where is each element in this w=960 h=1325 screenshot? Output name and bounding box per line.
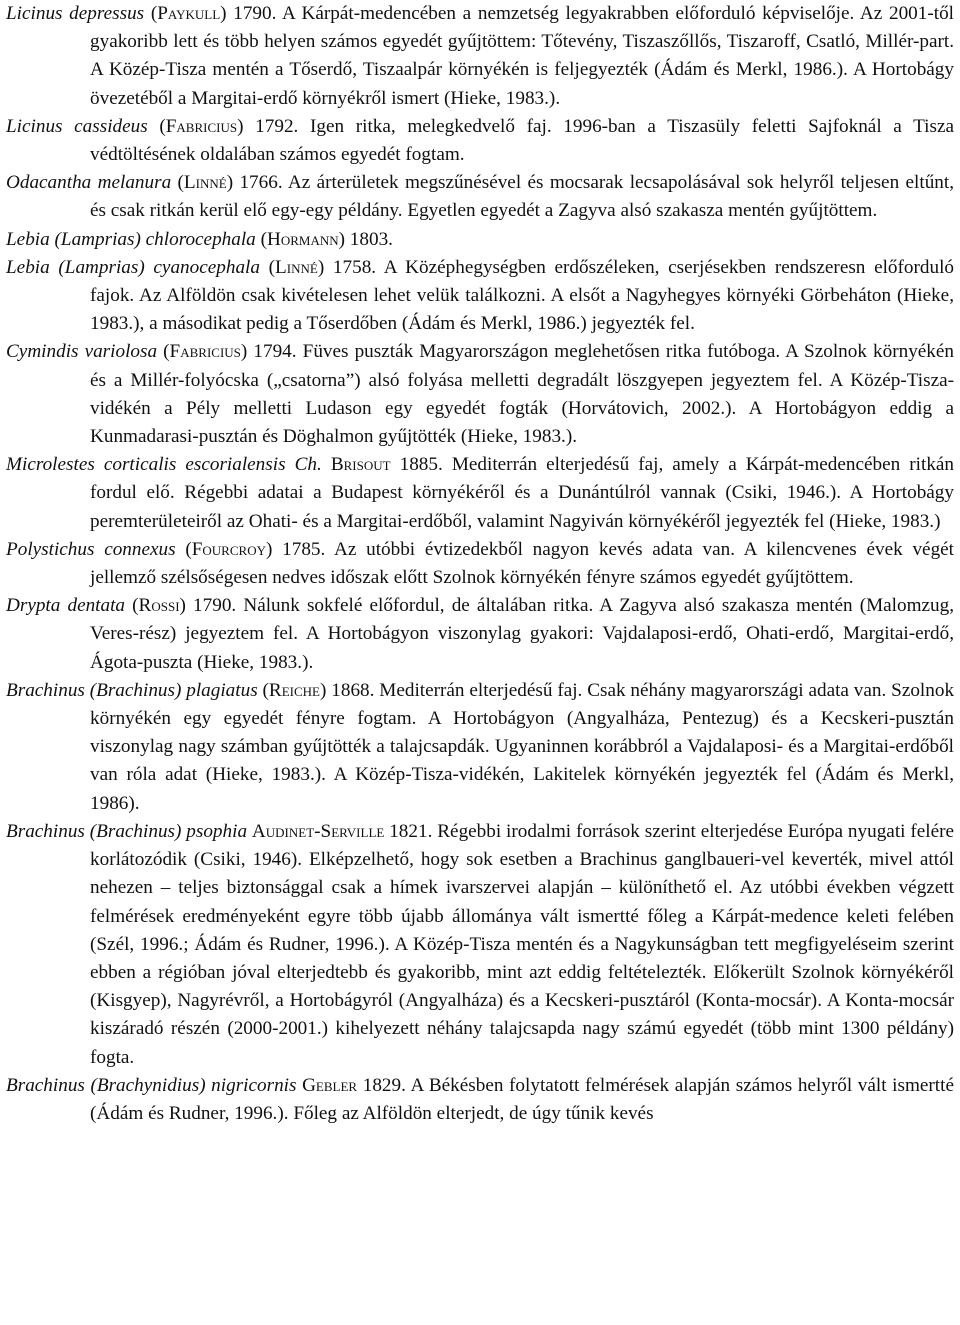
species-entry <box>6 226 954 254</box>
species-author: (Linné) <box>177 172 234 194</box>
species-year: 1790. <box>233 3 277 24</box>
species-author: (Fourcroy) <box>185 538 273 560</box>
species-year: 1829. <box>362 1074 406 1096</box>
species-year: 1792. <box>255 115 299 137</box>
species-name: Drypta dentata <box>6 595 126 617</box>
species-description: Nálunk sokfelé előfordul, de általában ritka. A Zagyva alsó szakasza mentén (Malomzug, Veres-rész) jegyeztem fel. A Hortobágyon viszonylag gyakori: Vajdalaposi-erdő, Ohati-erdő, Margitai-erdő, Ágota-puszta (Hieke, 1983.). <box>90 595 955 673</box>
species-author: Brisout <box>330 454 391 476</box>
species-description: Régebbi irodalmi források szerint elterjedése Európa nyugati felére korlátozódik (Csiki, 1946). Elképzelhető, hogy sok esetben a Brachinus ganglbaueri-vel keverték, mivel attól nehezen – teljes biztonsággal csak a hímek ivarszervei alapján – különíthető el. Az utóbbi években végzett felmérések eredményeként egyre több újabb állománya vált ismertté főleg a Kárpát-medence keleti felében (Szél, 1996.; Ádám és Rudner, 1996.). A Közép-Tisza mentén és a Nagykunságban tett megfigyeléseim szerint ebben a régióban jóval elterjedtebb és gyakoribb, mint azt eddig feltételezték. Előkerült Szolnok környékéről (Kisgyep), Nagyrévről, a Hortobágyról (Angyalháza) és a Kecskeri-pusztáról (Konta-mocsár). A Konta-mocsár kiszáradó részén (2000-2001.) kihelyezett néhány talajcsapda nagy számú egyedét (több mint 1300 példány) fogta. <box>90 820 955 1068</box>
species-entry <box>6 818 954 1072</box>
species-entry <box>6 338 954 451</box>
species-author: (Fabricius) <box>159 115 244 137</box>
species-year: 1885. <box>399 454 443 476</box>
species-name: Lebia (Lamprias) cyanocephala <box>6 256 260 278</box>
species-author: (Rossi) <box>132 595 186 617</box>
species-name: Brachinus (Brachynidius) nigricornis <box>6 1074 297 1096</box>
species-year: 1821. <box>389 820 433 842</box>
species-name: Microlestes corticalis escorialensis Ch. <box>6 454 322 476</box>
species-author: (Linné) <box>268 256 325 278</box>
species-name: Cymindis variolosa <box>6 341 158 363</box>
species-description: A Középhegységben erdőszéleken, cserjésekben rendszeresn előforduló fajok. Az Alföldön csak kivételesen lehet velük találkozni. A elsőt a Nagyhegyes környéki Görbeháton (Hieke, 1983.), a másodikat pedig a Tőserdőben (Ádám és Merkl, 1986.) jegyezték fel. <box>90 256 954 335</box>
species-year: 1868. <box>331 679 375 701</box>
species-author: Gebler <box>302 1074 358 1096</box>
species-name: Licinus depressus <box>6 3 145 24</box>
species-entry <box>6 536 954 592</box>
species-description: Az árterületek megszűnésével és mocsarak lecsapolásával sok helyről teljesen eltűnt, és csak ritkán kerül elő egy-egy példány. Egyetlen egyedét a Zagyva alsó szakasza mentén gyűjtöttem. <box>90 172 955 222</box>
species-name: Brachinus (Brachinus) plagiatus <box>6 679 258 701</box>
species-author: (Hormann) <box>260 228 345 250</box>
species-description: Füves puszták Magyarországon meglehetősen ritka futóboga. A Szolnok környékén és a Millér-folyócska („csatorna”) alsó folyása melletti degradált löszgyepen jegyeztem fel. A Közép-Tisza-vidékén a Pély melletti Ludason egy egyedét fogták (Horvátovich, 2002.). A Hortobágyon eddig a Kunmadarasi-pusztán és Döghalmon gyűjtötték (Hieke, 1983.). <box>90 341 955 448</box>
species-author: (Reiche) <box>262 679 327 701</box>
species-author: (Fabricius) <box>163 341 248 363</box>
species-entry <box>6 254 954 339</box>
species-author: (Paykull) <box>150 3 227 24</box>
species-year: 1790. <box>193 595 237 617</box>
species-description: Az utóbbi évtizedekből nagyon kevés adata van. A kilencvenes évek végét jellemző szélsőségesen nedves időszak előtt Szolnok környékén fényre számos egyedét gyűjtöttem. <box>90 538 955 589</box>
species-author: Audinet-Serville <box>251 820 385 842</box>
species-entry <box>6 0 954 113</box>
species-entry <box>6 169 954 225</box>
species-entry <box>6 451 954 536</box>
species-entry <box>6 677 954 818</box>
species-name: Brachinus (Brachinus) psophia <box>6 820 248 842</box>
species-year: 1785. <box>282 538 326 560</box>
species-name: Lebia (Lamprias) chlorocephala <box>6 228 256 250</box>
species-year: 1766. <box>239 172 283 194</box>
species-description: A Kárpát-medencében a nemzetség legyakrabben előforduló képviselője. Az 2001-től gyakoribb lett és több helyen számos egyedét gyűjtöttem: Tőtevény, Tiszaszőllős, Tiszaroff, Csatló, Millér-part. A Közép-Tisza mentén a Tőserdő, Tiszaalpár környékén is feljegyezték (Ádám és Merkl, 1986.). A Hortobágy övezetéből a Margitai-erdő környékről ismert (Hieke, 1983.). <box>90 3 954 109</box>
species-year: 1794. <box>253 341 297 363</box>
species-year: 1803. <box>349 228 393 250</box>
species-name: Odacantha melanura <box>6 172 172 194</box>
species-description: A Békésben folytatott felmérések alapján számos helyről vált ismertté (Ádám és Rudner, 1996.). Főleg az Alföldön elterjedt, de úgy tűnik kevés <box>90 1074 954 1124</box>
species-name: Polystichus connexus <box>6 538 176 560</box>
species-entry <box>6 113 954 169</box>
species-entry <box>6 1072 954 1128</box>
species-name: Licinus cassideus <box>6 115 148 137</box>
species-description: Mediterrán elterjedésű faj. Csak néhány magyarországi adata van. Szolnok környékén egy egyedét fényre fogtam. A Hortobágyon (Angyalháza, Pentezug) és a Kecskeri-pusztán viszonylag nagy számban gyűjtötték a talajcsapdák. Ugyaninnen korábbról a Vajdalaposi- és a Margitai-erdőből van róla adat (Hieke, 1983.). A Közép-Tisza-vidékén, Lakitelek környékén jegyezték fel (Ádám és Merkl, 1986). <box>90 679 955 814</box>
species-description: Mediterrán elterjedésű faj, amely a Kárpát-medencében ritkán fordul elő. Régebbi adatai a Budapest környékéről és a Dunántúlról vannak (Csiki, 1946.). A Hortobágy peremterületeiről az Ohati- és a Margitai-erdőből, valamint Nagyiván környékéről jegyezték fel (Hieke, 1983.) <box>90 454 955 532</box>
species-year: 1758. <box>332 256 377 278</box>
species-entry <box>6 592 954 677</box>
species-description: Igen ritka, melegkedvelő faj. 1996-ban a Tiszasüly feletti Sajfoknál a Tisza védtöltésének oldalában számos egyedét fogtam. <box>90 115 955 166</box>
